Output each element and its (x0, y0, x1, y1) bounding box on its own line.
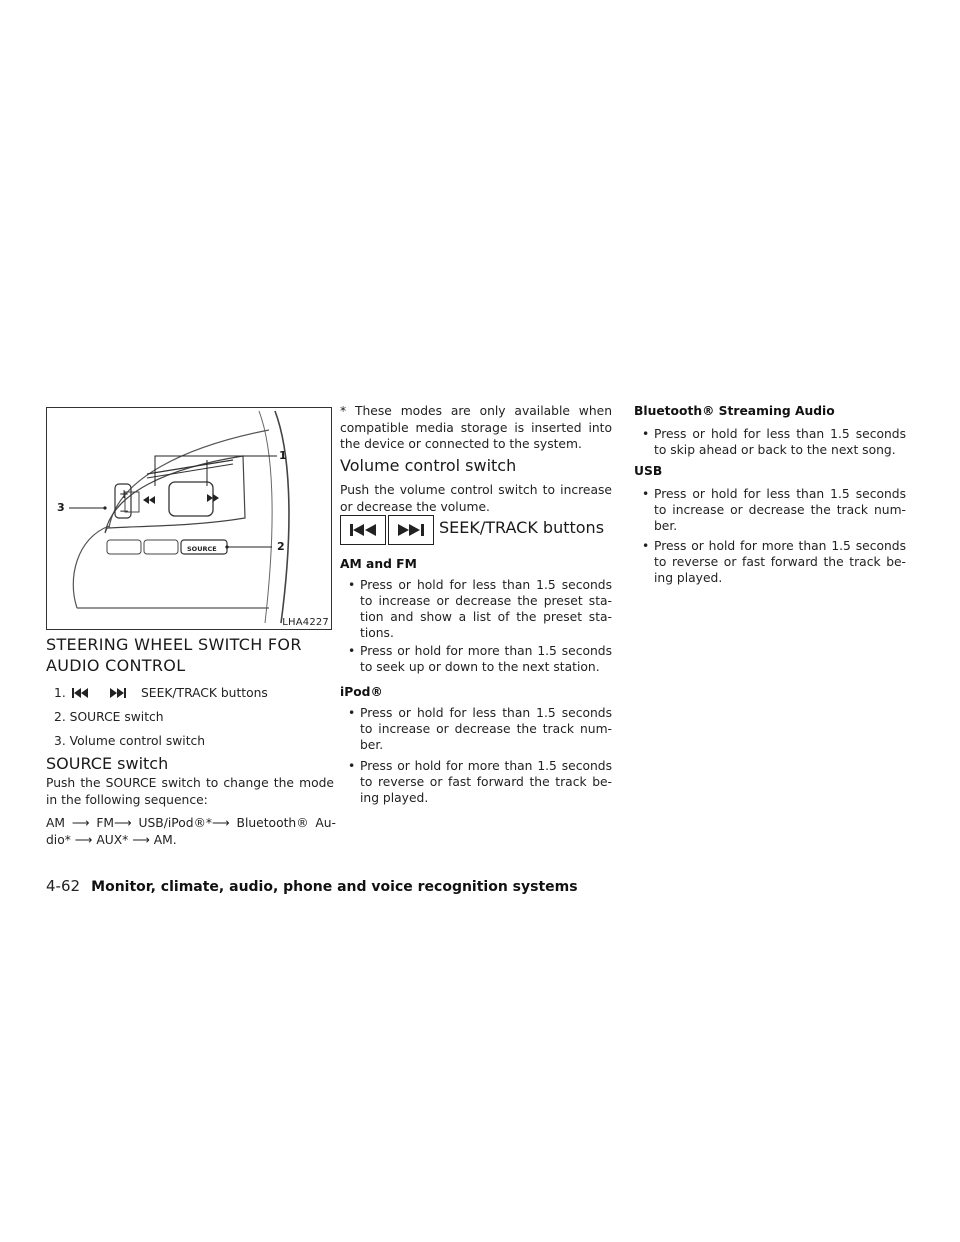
volume-text: Push the volume control switch to increase or decrease the volume. (340, 483, 612, 514)
bullet: • (642, 427, 650, 441)
list-item: • Press or hold for less than 1.5 seconds to increase or decrease the track num-ber. (642, 487, 906, 533)
page-number: 4-62 (46, 877, 81, 895)
section-heading (46, 634, 336, 676)
bullet: • (348, 759, 356, 773)
figure-code: LHA4227 (282, 617, 329, 628)
ipod-heading: iPod® (340, 685, 383, 699)
bullet: • (348, 706, 356, 720)
modes-note: * These modes are only available when compatible media storage is inserted into the device or connected to the system. (340, 404, 612, 451)
section-title: Monitor, climate, audio, phone and voice recognition systems (91, 879, 578, 895)
callout-3: 3 (57, 501, 65, 514)
list-item: • Press or hold for less than 1.5 seconds to skip ahead or back to the next song. (642, 427, 906, 457)
skip-next-icon (398, 524, 424, 536)
bullet: • (642, 539, 650, 553)
bullet: • (348, 644, 356, 658)
figure-legend-3 (54, 733, 205, 750)
legend-number: 2. (54, 710, 66, 724)
legend-text: SOURCE switch (69, 710, 164, 724)
usb-heading: USB (634, 464, 663, 478)
sequence-line2: dio* ⟶ AUX* ⟶ AM. (46, 832, 177, 847)
seek-next-box (388, 515, 434, 545)
callout-1: 1 (279, 449, 287, 462)
svg-text:−: − (119, 504, 130, 518)
legend-number: 1. (54, 686, 66, 700)
volume-heading: Volume control switch (340, 456, 517, 475)
skip-next-icon (110, 688, 126, 698)
skip-previous-icon (350, 524, 376, 536)
figure-legend-1 (54, 685, 268, 702)
page-footer (46, 876, 578, 895)
amfm-heading: AM and FM (340, 557, 417, 571)
source-switch-text: Push the SOURCE switch to change the mode in the following sequence: (46, 776, 334, 807)
section-heading-line2: AUDIO CONTROL (46, 656, 186, 675)
list-item: • Press or hold for more than 1.5 seconds to reverse or fast forward the track be-ing played. (642, 539, 906, 585)
callout-2: 2 (277, 540, 285, 553)
seek-prev-box (340, 515, 386, 545)
source-button-label: SOURCE (187, 545, 217, 553)
source-switch-heading: SOURCE switch (46, 754, 169, 773)
list-item: • Press or hold for more than 1.5 seconds to reverse or fast forward the track be-ing played. (348, 759, 612, 805)
bullet: • (642, 487, 650, 501)
source-sequence (46, 815, 336, 848)
steering-wheel-illustration (47, 408, 330, 628)
bullet: • (348, 578, 356, 592)
list-item: • Press or hold for less than 1.5 seconds to increase or decrease the preset sta-tion and show a list of the preset sta-tions. (348, 578, 612, 640)
legend-number: 3. (54, 734, 66, 748)
section-heading-line1: STEERING WHEEL SWITCH FOR (46, 635, 302, 654)
steering-wheel-figure (46, 407, 332, 630)
legend-text: Volume control switch (69, 734, 206, 748)
list-item: • Press or hold for more than 1.5 seconds to seek up or down to the next station. (348, 644, 612, 674)
skip-previous-icon (72, 688, 88, 698)
figure-legend-2 (54, 709, 164, 726)
bluetooth-heading: Bluetooth® Streaming Audio (634, 404, 835, 418)
list-item: • Press or hold for less than 1.5 seconds to increase or decrease the track num-ber. (348, 706, 612, 752)
legend-text: SEEK/TRACK buttons (141, 686, 268, 700)
sequence-line1: AM ⟶ FM⟶ USB/iPod®*⟶ Bluetooth® Au- (46, 816, 336, 830)
seek-heading-row (340, 515, 612, 547)
svg-text:+: + (119, 487, 130, 501)
seek-heading: SEEK/TRACK buttons (439, 518, 605, 537)
